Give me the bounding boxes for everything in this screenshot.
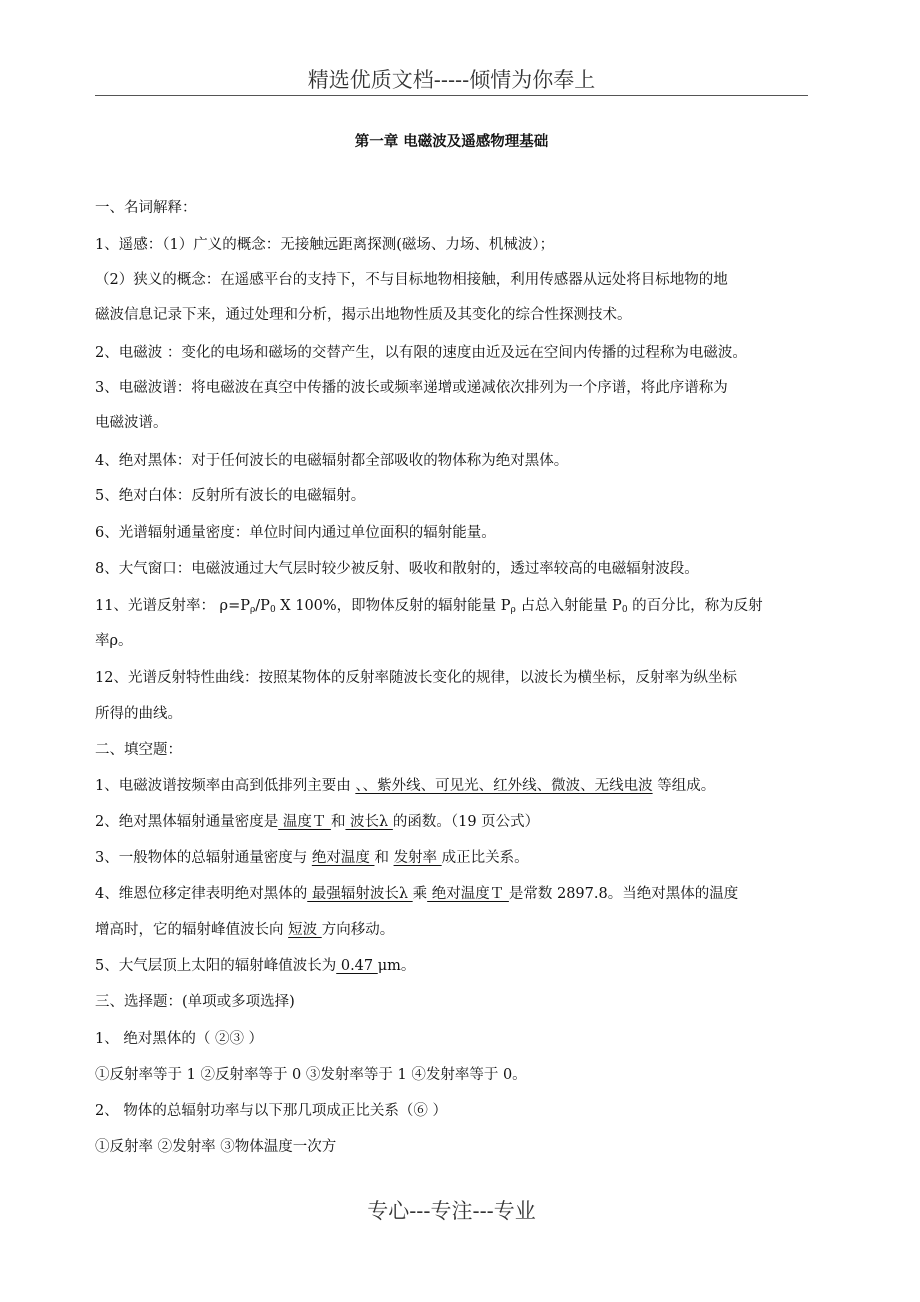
fill-1-suffix: 等组成。	[652, 778, 716, 794]
subscript-rho: ρ	[510, 605, 516, 615]
term-8: 8、大气窗口：电磁波通过大气层时较少被反射、吸收和散射的，透过率较高的电磁辐射波段。	[95, 561, 699, 577]
fill-5-prefix: 5、大气层顶上太阳的辐射峰值波长为	[95, 958, 337, 974]
page-footer: 专心---专注---专业	[367, 1199, 536, 1223]
chapter-title: 第一章 电磁波及遥感物理基础	[354, 133, 549, 150]
fill-3-prefix: 3、一般物体的总辐射通量密度与	[95, 850, 312, 866]
fill-3-middle: 和	[374, 850, 394, 866]
term-11-line-2: 率ρ。	[95, 633, 133, 649]
fill-4-answer-1: 最强辐射波长λ	[307, 886, 413, 902]
section-heading-fill: 二、填空题：	[95, 742, 182, 758]
term-11-text-c: X 100%，即物体反射的辐射能量 P	[275, 598, 511, 614]
page-header: 精选优质文档-----倾情为你奉上	[307, 68, 596, 92]
fill-2-answer-1: 温度Ｔ	[278, 814, 331, 830]
fill-4-line-2	[95, 918, 855, 942]
term-12-line-2: 所得的曲线。	[95, 706, 182, 722]
term-11-text-d: 占总入射能量 P	[515, 598, 622, 614]
choice-2-question: 2、 物体的总辐射功率与以下那几项成正比关系（⑥ ）	[95, 1103, 447, 1119]
choice-2-options: ①反射率 ②发射率 ③物体温度一次方	[95, 1139, 337, 1155]
fill-2-middle: 和	[330, 814, 346, 830]
fill-1-prefix: 1、电磁波谱按频率由高到低排列主要由	[95, 778, 356, 794]
term-5: 5、绝对白体：反射所有波长的电磁辐射。	[95, 488, 366, 504]
fill-3	[95, 846, 855, 870]
fill-4-answer-2: 绝对温度Ｔ	[427, 886, 509, 902]
fill-1	[95, 774, 855, 798]
term-1-line-3: 磁波信息记录下来，通过处理和分析，揭示出地物性质及其变化的综合性探测技术。	[95, 307, 632, 323]
fill-5	[95, 954, 855, 978]
fill-3-answer-2: 发射率	[393, 850, 442, 866]
fill-4-middle: 乘	[412, 886, 428, 902]
fill-4-line-1	[95, 882, 855, 906]
subscript-zero: 0	[621, 605, 628, 615]
fill-2	[95, 810, 855, 834]
fill-4-prefix: 4、维恩位移定律表明绝对黑体的	[95, 886, 308, 902]
term-12-line-1: 12、光谱反射特性曲线：按照某物体的反射率随波长变化的规律，以波长为横坐标，反射率为纵坐标	[95, 670, 737, 686]
term-2: 2、电磁波 ：变化的电场和磁场的交替产生，以有限的速度由近及远在空间内传播的过程称为电磁波。	[95, 345, 747, 361]
fill-5-answer: 0.47	[336, 958, 378, 974]
term-11-text-b: /P	[255, 598, 270, 614]
fill-5-suffix: μm。	[377, 958, 416, 974]
choice-1-options: ①反射率等于 1 ②反射率等于 0 ③发射率等于 1 ④发射率等于 0。	[95, 1067, 527, 1083]
fill-3-suffix: 成正比关系。	[441, 850, 529, 866]
header-divider	[95, 95, 808, 96]
term-1-line-1: 1、遥感：（1）广义的概念：无接触远距离探测(磁场、力场、机械波）；	[95, 237, 555, 253]
term-3-line-1: 3、电磁波谱：将电磁波在真空中传播的波长或频率递增或递减依次排列为一个序谱，将此序谱称为	[95, 380, 728, 396]
fill-3-answer-1: 绝对温度	[311, 850, 375, 866]
term-11-line-1	[95, 594, 855, 618]
term-6: 6、光谱辐射通量密度：单位时间内通过单位面积的辐射能量。	[95, 525, 496, 541]
term-11-text-e: 的百分比，称为反射	[627, 598, 763, 614]
fill-2-prefix: 2、绝对黑体辐射通量密度是	[95, 814, 279, 830]
fill-2-answer-2: 波长λ	[345, 814, 393, 830]
fill-4-answer-3: 短波	[288, 922, 322, 938]
fill-2-suffix: 的函数。（19 页公式）	[392, 814, 540, 830]
fill-1-answer: 、、紫外线、可见光、红外线、微波、无线电波	[355, 778, 653, 794]
fill-4-suffix: 是常数 2897.8。当绝对黑体的温度	[508, 886, 739, 902]
section-heading-terms: 一、名词解释：	[95, 200, 197, 216]
term-1-line-2: （2）狭义的概念：在遥感平台的支持下，不与目标地物相接触，利用传感器从远处将目标地物的地	[95, 272, 728, 288]
fill-4b-prefix: 增高时，它的辐射峰值波长向	[95, 922, 289, 938]
subscript-zero: 0	[269, 605, 276, 615]
fill-4b-suffix: 方向移动。	[321, 922, 395, 938]
subscript-rho: ρ	[250, 605, 256, 615]
term-4: 4、绝对黑体：对于任何波长的电磁辐射都全部吸收的物体称为绝对黑体。	[95, 453, 569, 469]
term-3-line-2: 电磁波谱。	[95, 415, 168, 431]
term-11-text-a: 11、光谱反射率： ρ=P	[95, 598, 250, 614]
section-heading-choice: 三、选择题：(单项或多项选择)	[95, 994, 295, 1010]
choice-1-question: 1、 绝对黑体的（ ②③ ）	[95, 1031, 264, 1047]
